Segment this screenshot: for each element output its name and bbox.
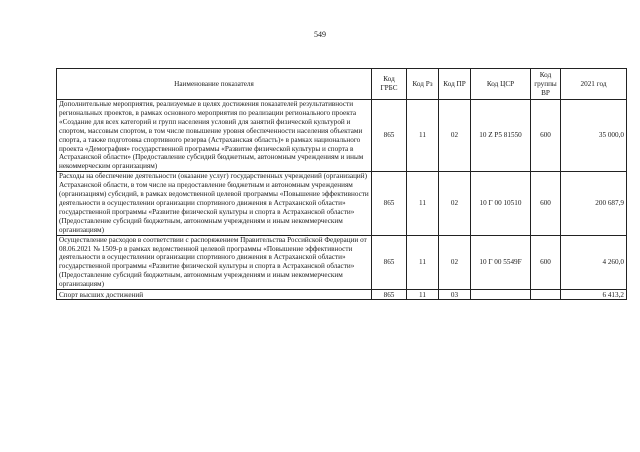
row-rz: 11 bbox=[407, 100, 439, 172]
table-row bbox=[57, 100, 627, 172]
header-year: 2021 год bbox=[561, 69, 627, 100]
header-name: Наименование показателя bbox=[57, 69, 372, 100]
table-row bbox=[57, 172, 627, 235]
row-vr: 600 bbox=[531, 100, 561, 172]
header-pr: Код ПР bbox=[439, 69, 471, 100]
row-grbs: 865 bbox=[372, 100, 407, 172]
row-amount: 6 413,2 bbox=[561, 290, 627, 300]
row-csr: 10 Г 00 5549F bbox=[471, 235, 531, 289]
row-amount: 4 260,0 bbox=[561, 235, 627, 289]
row-pr: 03 bbox=[439, 290, 471, 300]
row-rz: 11 bbox=[407, 172, 439, 235]
row-vr bbox=[531, 290, 561, 300]
row-amount: 200 687,9 bbox=[561, 172, 627, 235]
row-csr: 10 Г 00 10510 bbox=[471, 172, 531, 235]
row-grbs: 865 bbox=[372, 172, 407, 235]
row-grbs: 865 bbox=[372, 290, 407, 300]
table-row bbox=[57, 290, 627, 300]
row-pr: 02 bbox=[439, 172, 471, 235]
row-vr: 600 bbox=[531, 235, 561, 289]
header-rz: Код Рз bbox=[407, 69, 439, 100]
header-row bbox=[57, 69, 627, 100]
row-csr: 10 Z P5 81550 bbox=[471, 100, 531, 172]
row-grbs: 865 bbox=[372, 235, 407, 289]
row-description: Расходы на обеспечение деятельности (оказание услуг) государственных учреждений (организаций) Астраханской области, в том числе на предоставление бюджетным и автономным учреждениям (организациям) субсидий, в рамках ведомственной целевой программы «Повышение эффективности деятельности в осуществлении организации спортивного движения в Астраханской области» государственной программы «Развитие физической культуры и спорта в Астраханской области» (Предоставление субсидий бюджетным, автономным учреждениям и иным некоммерческим организациям) bbox=[57, 172, 372, 235]
row-rz: 11 bbox=[407, 235, 439, 289]
row-csr bbox=[471, 290, 531, 300]
row-rz: 11 bbox=[407, 290, 439, 300]
table-row bbox=[57, 235, 627, 289]
row-vr: 600 bbox=[531, 172, 561, 235]
row-description: Осуществление расходов в соответствии с распоряжением Правительства Российской Федерации от 08.06.2021 № 1509-р в рамках ведомственной целевой программы «Повышение эффективности деятельности в осуществлении организации спортивного движения в Астраханской области» государственной программы «Развитие физической культуры и спорта в Астраханской области» (Предоставление субсидий бюджетным, автономным учреждениям и иным некоммерческим организациям) bbox=[57, 235, 372, 289]
row-pr: 02 bbox=[439, 235, 471, 289]
row-pr: 02 bbox=[439, 100, 471, 172]
row-amount: 35 000,0 bbox=[561, 100, 627, 172]
row-description: Спорт высших достижений bbox=[57, 290, 372, 300]
header-grbs: Код ГРБС bbox=[372, 69, 407, 100]
budget-table bbox=[56, 68, 627, 300]
header-vr: Код группы ВР bbox=[531, 69, 561, 100]
header-csr: Код ЦСР bbox=[471, 69, 531, 100]
page-number: 549 bbox=[314, 30, 326, 39]
row-description: Дополнительные мероприятия, реализуемые в целях достижения показателей результативности региональных проектов, в рамках основного мероприятия по реализации регионального проекта «Создание для всех категорий и групп населения условий для занятий физической культурой и спортом, массовым спортом, в том числе повышение уровня обеспеченности населения объектами спорта, а также подготовка спортивного резерва (Астраханская область)» в рамках национального проекта «Демография» государственной программы «Развитие физической культуры и спорта в Астраханской области» (Предоставление субсидий бюджетным, автономным учреждениям и иным некоммерческим организациям) bbox=[57, 100, 372, 172]
